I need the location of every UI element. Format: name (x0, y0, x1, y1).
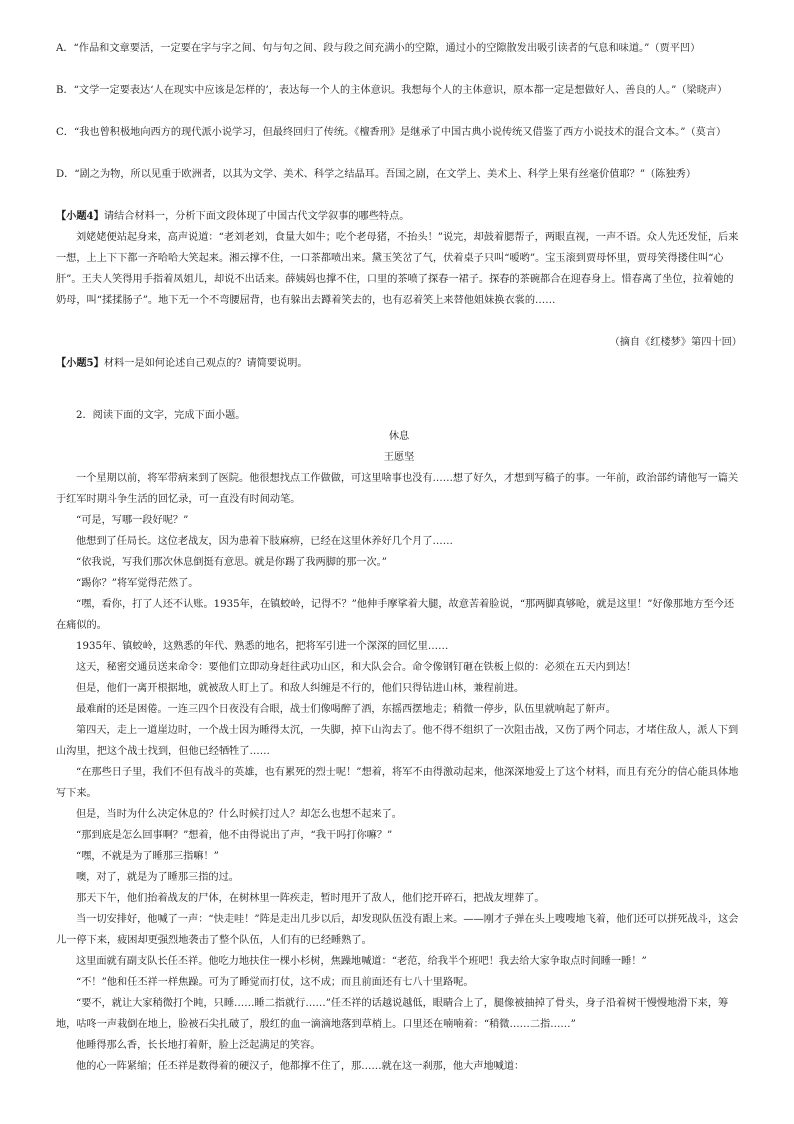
question-5-prompt: 材料一是如何论述自己观点的？请简要说明。 (103, 358, 308, 369)
question-4-prompt: 请结合材料一，分析下面文段体现了中国古代文学叙事的哪些特点。 (103, 211, 410, 222)
story-paragraph: 当一切安排好，他喊了一声：“快走哇！”阵是走出几步以后，却发现队伍没有跟上来。——刚才子弹在头上嗖嗖地飞着，他们还可以拼死战斗，这会儿一停下来，疲困却更强烈地袭击了整个队伍，人们有的已经睡熟了。 (56, 914, 739, 946)
option-d: D．“剧之为物，所以见重于欧洲者，以其为文学、美术、科学之结晶耳。吾国之剧，在文学上、美术上、科学上果有丝毫价值耶？”（陈独秀） (56, 169, 697, 180)
story-paragraph: 但是，他们一离开根据地，就被敌人盯上了。和敌人纠缠是不行的，他们只得钻进山林，兼程前进。 (76, 683, 525, 694)
story-paragraph: 这天，秘密交通员送来命令：要他们立即动身赶往武功山区，和大队会合。命令像钢钉砸在铁板上似的：必须在五天内到达！ (76, 662, 637, 673)
story-paragraph: “在那些日子里，我们不但有战斗的英雄，也有累死的烈士呢！”想着，将军不由得激动起来，他深深地爱上了这个材料，而且有充分的信心能具体地写下来。 (56, 767, 739, 799)
story-paragraph: “嘿，不就是为了睡那三指嘛！” (76, 851, 219, 862)
story-paragraph: 第四天，走上一道崖边时，一个战士因为睡得太沉，一失脚，掉下山沟去了。他不得不组织了一次阻击战，又伤了两个同志，才堵住敌人，派人下到山沟里，把这个战士找到，但他已经牺牲了…… (56, 725, 739, 757)
question-5-tag: 【小题5】 (56, 357, 104, 369)
option-a: A．“作品和文章要活，一定要在字与字之间、句与句之间、段与段之间充满小的空隙，通过小的空隙散发出吸引读者的气息和味道。”（贾平凹） (56, 43, 701, 54)
story-paragraph: “踢你？”将军觉得茫然了。 (76, 578, 199, 589)
story-title: 休息 (388, 431, 410, 442)
question-4-tag: 【小题4】 (56, 210, 104, 222)
honglou-passage: 刘姥姥便站起身来，高声说道：“老刘老刘，食量大如牛；吃个老母猪，不抬头！”说完，却鼓着腮帮子，两眼直视，一声不语。众人先还发怔，后来一想，上上下下都一齐哈哈大笑起来。湘云撑不住，一口茶都喷出来。黛玉笑岔了气，伏着桌子只叫“嗳哟”。宝玉滚到贾母怀里，贾母笑得搂住叫“心肝”。王夫人笑得用手指着凤姐儿，却说不出话来。薛姨妈也撑不住，口里的茶喷了探春一裙子。探春的茶碗都合在迎春身上。惜春离了坐位，拉着她的奶母，叫“揉揉肠子”。地下无一个不弯腰屈背，也有躲出去蹲着笑去的，也有忍着笑上来替他姐妹换衣裳的…… (56, 232, 739, 306)
story-paragraph: 这里面就有副支队长任丕祥。他吃力地扶住一棵小杉树，焦躁地喊道：“老范，给我半个班吧！我去给大家争取点时间睡一睡！” (76, 956, 647, 967)
story-paragraph: 1935年、镇蛟岭，这熟悉的年代、熟悉的地名，把将军引进一个深深的回忆里…… (76, 641, 449, 652)
option-b: B．“文学一定要表达‘人在现实中应该是怎样的’，表达每一个人的主体意识。我想每个人的主体意识，原本都一定是想做好人、善良的人。”（梁晓声） (56, 85, 728, 96)
story-paragraph: 最难耐的还是困倦。一连三四个日夜没有合眼，战士们像喝醉了酒，东摇西摆地走；稍微一停步，队伍里就响起了鼾声。 (76, 704, 616, 715)
section-2-heading: 2．阅读下面的文字，完成下面小题。 (76, 410, 246, 421)
passage-source: （摘自《红楼梦》第四十回） (609, 337, 742, 348)
story-paragraph: “不！”他和任丕祥一样焦躁。可为了睡觉而打仗，这不成；而且前面还有七八十里路呢。 (76, 977, 474, 988)
story-paragraph: 他睡得那么香，长长地打着鼾，脸上泛起满足的笑容。 (76, 1040, 321, 1051)
option-c: C．“我也曾积极地向西方的现代派小说学习，但最终回归了传统。《檀香刑》是继承了中国古典小说传统又借鉴了西方小说技术的混合文本。”（莫言） (56, 127, 727, 138)
story-paragraph: 噢，对了，就是为了睡那三指的过。 (76, 872, 239, 883)
question-5 (56, 353, 742, 374)
story-paragraph: 他想到了任局长。这位老战友，因为患着下肢麻痹，已经在这里休养好几个月了…… (76, 536, 453, 547)
question-4 (56, 206, 742, 227)
story-paragraph: “依我说，写我们那次休息倒挺有意思。就是你踢了我两脚的那一次。” (76, 557, 387, 568)
story-paragraph: “嘿，看你，打了人还不认账。1935年，在镇蛟岭，记得不？”他伸手摩挲着大腿，故意苦着脸说，“那两脚真够呛，就是这里！”好像那地方至今还在痛似的。 (56, 599, 735, 631)
story-paragraph: 他的心一阵紧缩；任丕祥是数得着的硬汉子，他都撑不住了，那……就在这一刹那，他大声地喊道： (76, 1061, 525, 1072)
story-author: 王愿坚 (383, 452, 415, 463)
story-paragraph: “可是，写哪一段好呢？” (76, 515, 189, 526)
story-paragraph: “要不，就让大家稍微打个盹，只睡……睡二指就行……”任丕祥的话越说越低，眼睛合上了，腿像被抽掉了骨头，身子沿着树干慢慢地滑下来，筹地，咕咚一声栽倒在地上，脸被石尖扎破了，殷红的血一滴滴地落到草梢上。口里还在喃喃着：“稍微……二指……” (56, 998, 729, 1030)
story-paragraph: “那到底是怎么回事啊？”想着，他不由得说出了声，“我干吗打你嘛？” (76, 830, 393, 841)
story-paragraph: 一个星期以前，将军带病来到了医院。他很想找点工作做做，可这里啥事也没有……想了好久，才想到写稿子的事。一年前，政治部约请他写一篇关于红军时期斗争生活的回忆录，可一直没有时间动笔。 (56, 473, 739, 505)
story-paragraph: 但是，当时为什么决定休息的？什么时候打过人？却怎么也想不起来了。 (76, 809, 402, 820)
story-paragraph: 那天下午，他们抬着战友的尸体，在树林里一阵疾走，暂时甩开了敌人，他们挖开碎石，把战友埋葬了。 (76, 893, 545, 904)
